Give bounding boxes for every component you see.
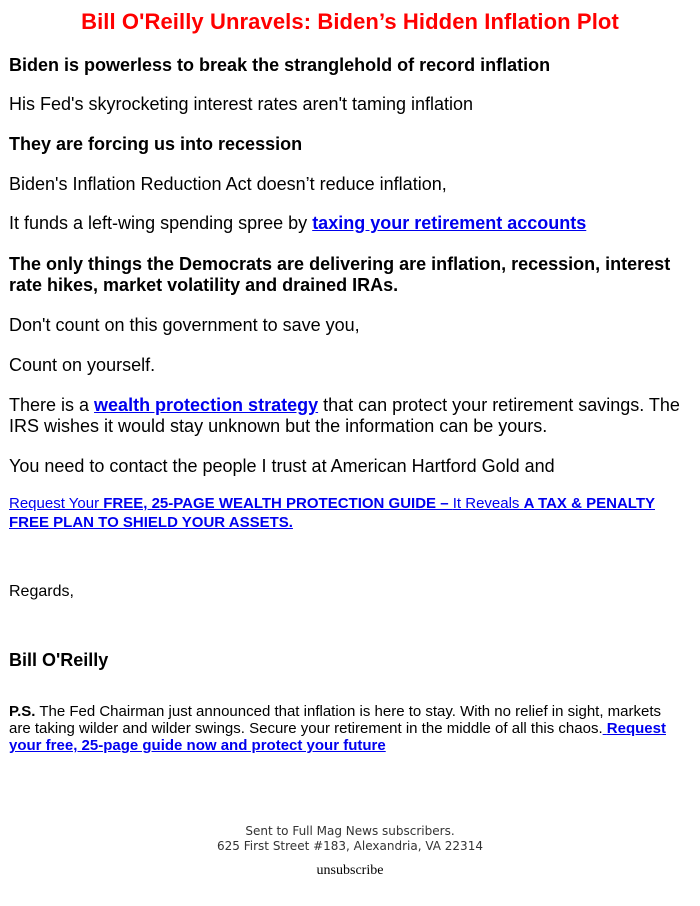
paragraph-recession: They are forcing us into recession: [9, 134, 303, 154]
cta-tax-plan: A TAX & PENALTY FREE PLAN TO SHIELD YOUR ASSETS.: [9, 495, 655, 531]
wealth-strategy-suffix: that can protect your retirement savings. The IRS wishes it would stay unknown but the information can be yours.: [9, 395, 680, 436]
cta-free-guide: FREE, 25-PAGE WEALTH PROTECTION GUIDE –: [103, 495, 453, 512]
paragraph-inflation-act: Biden's Inflation Reduction Act doesn’t reduce inflation,: [9, 174, 447, 194]
postscript: [9, 703, 669, 754]
cta-request: Request Your: [9, 495, 104, 512]
ps-link-text: Request your free, 25-page guide now and protect your future: [9, 720, 666, 754]
taxing-retirement-link[interactable]: taxing your retirement accounts: [312, 213, 587, 233]
paragraph-dont-count: Don't count on this government to save you,: [9, 315, 360, 335]
paragraph-count-yourself: Count on yourself.: [9, 355, 156, 375]
signature: Bill O'Reilly: [9, 650, 109, 670]
paragraph-interest-rates: His Fed's skyrocketing interest rates aren't taming inflation: [9, 94, 474, 114]
paragraph-spending-spree: [9, 213, 694, 234]
paragraph-democrats: The only things the Democrats are delivering are inflation, recession, interest rate hikes, market volatility and drained IRAs.: [9, 254, 671, 295]
paragraph-stranglehold: Biden is powerless to break the stranglehold of record inflation: [9, 55, 551, 75]
guide-cta: [9, 494, 669, 532]
closing-regards: Regards,: [9, 583, 74, 600]
footer-address: 625 First Street #183, Alexandria, VA 22314: [217, 839, 483, 853]
wealth-strategy-prefix: There is a: [9, 395, 95, 415]
cta-reveals: It Reveals: [452, 495, 524, 512]
unsubscribe-link[interactable]: unsubscribe: [316, 863, 384, 878]
ps-label: P.S.: [9, 703, 36, 720]
paragraph-contact: You need to contact the people I trust at American Hartford Gold and: [9, 456, 555, 476]
headline: Bill O'Reilly Unravels: Biden’s Hidden Inflation Plot: [81, 9, 619, 34]
footer-subscribers: Sent to Full Mag News subscribers.: [245, 824, 455, 838]
ps-text: The Fed Chairman just announced that inflation is here to stay. With no relief in sight, markets are taking wilder and wilder swings. Secure your retirement in the middle of all this chaos.: [9, 703, 662, 737]
spending-spree-text: It funds a left-wing spending spree by: [9, 213, 313, 233]
guide-cta-link[interactable]: [9, 495, 655, 531]
wealth-protection-link[interactable]: wealth protection strategy: [94, 395, 319, 415]
paragraph-wealth-strategy: [9, 395, 694, 437]
unsubscribe: [0, 863, 700, 879]
